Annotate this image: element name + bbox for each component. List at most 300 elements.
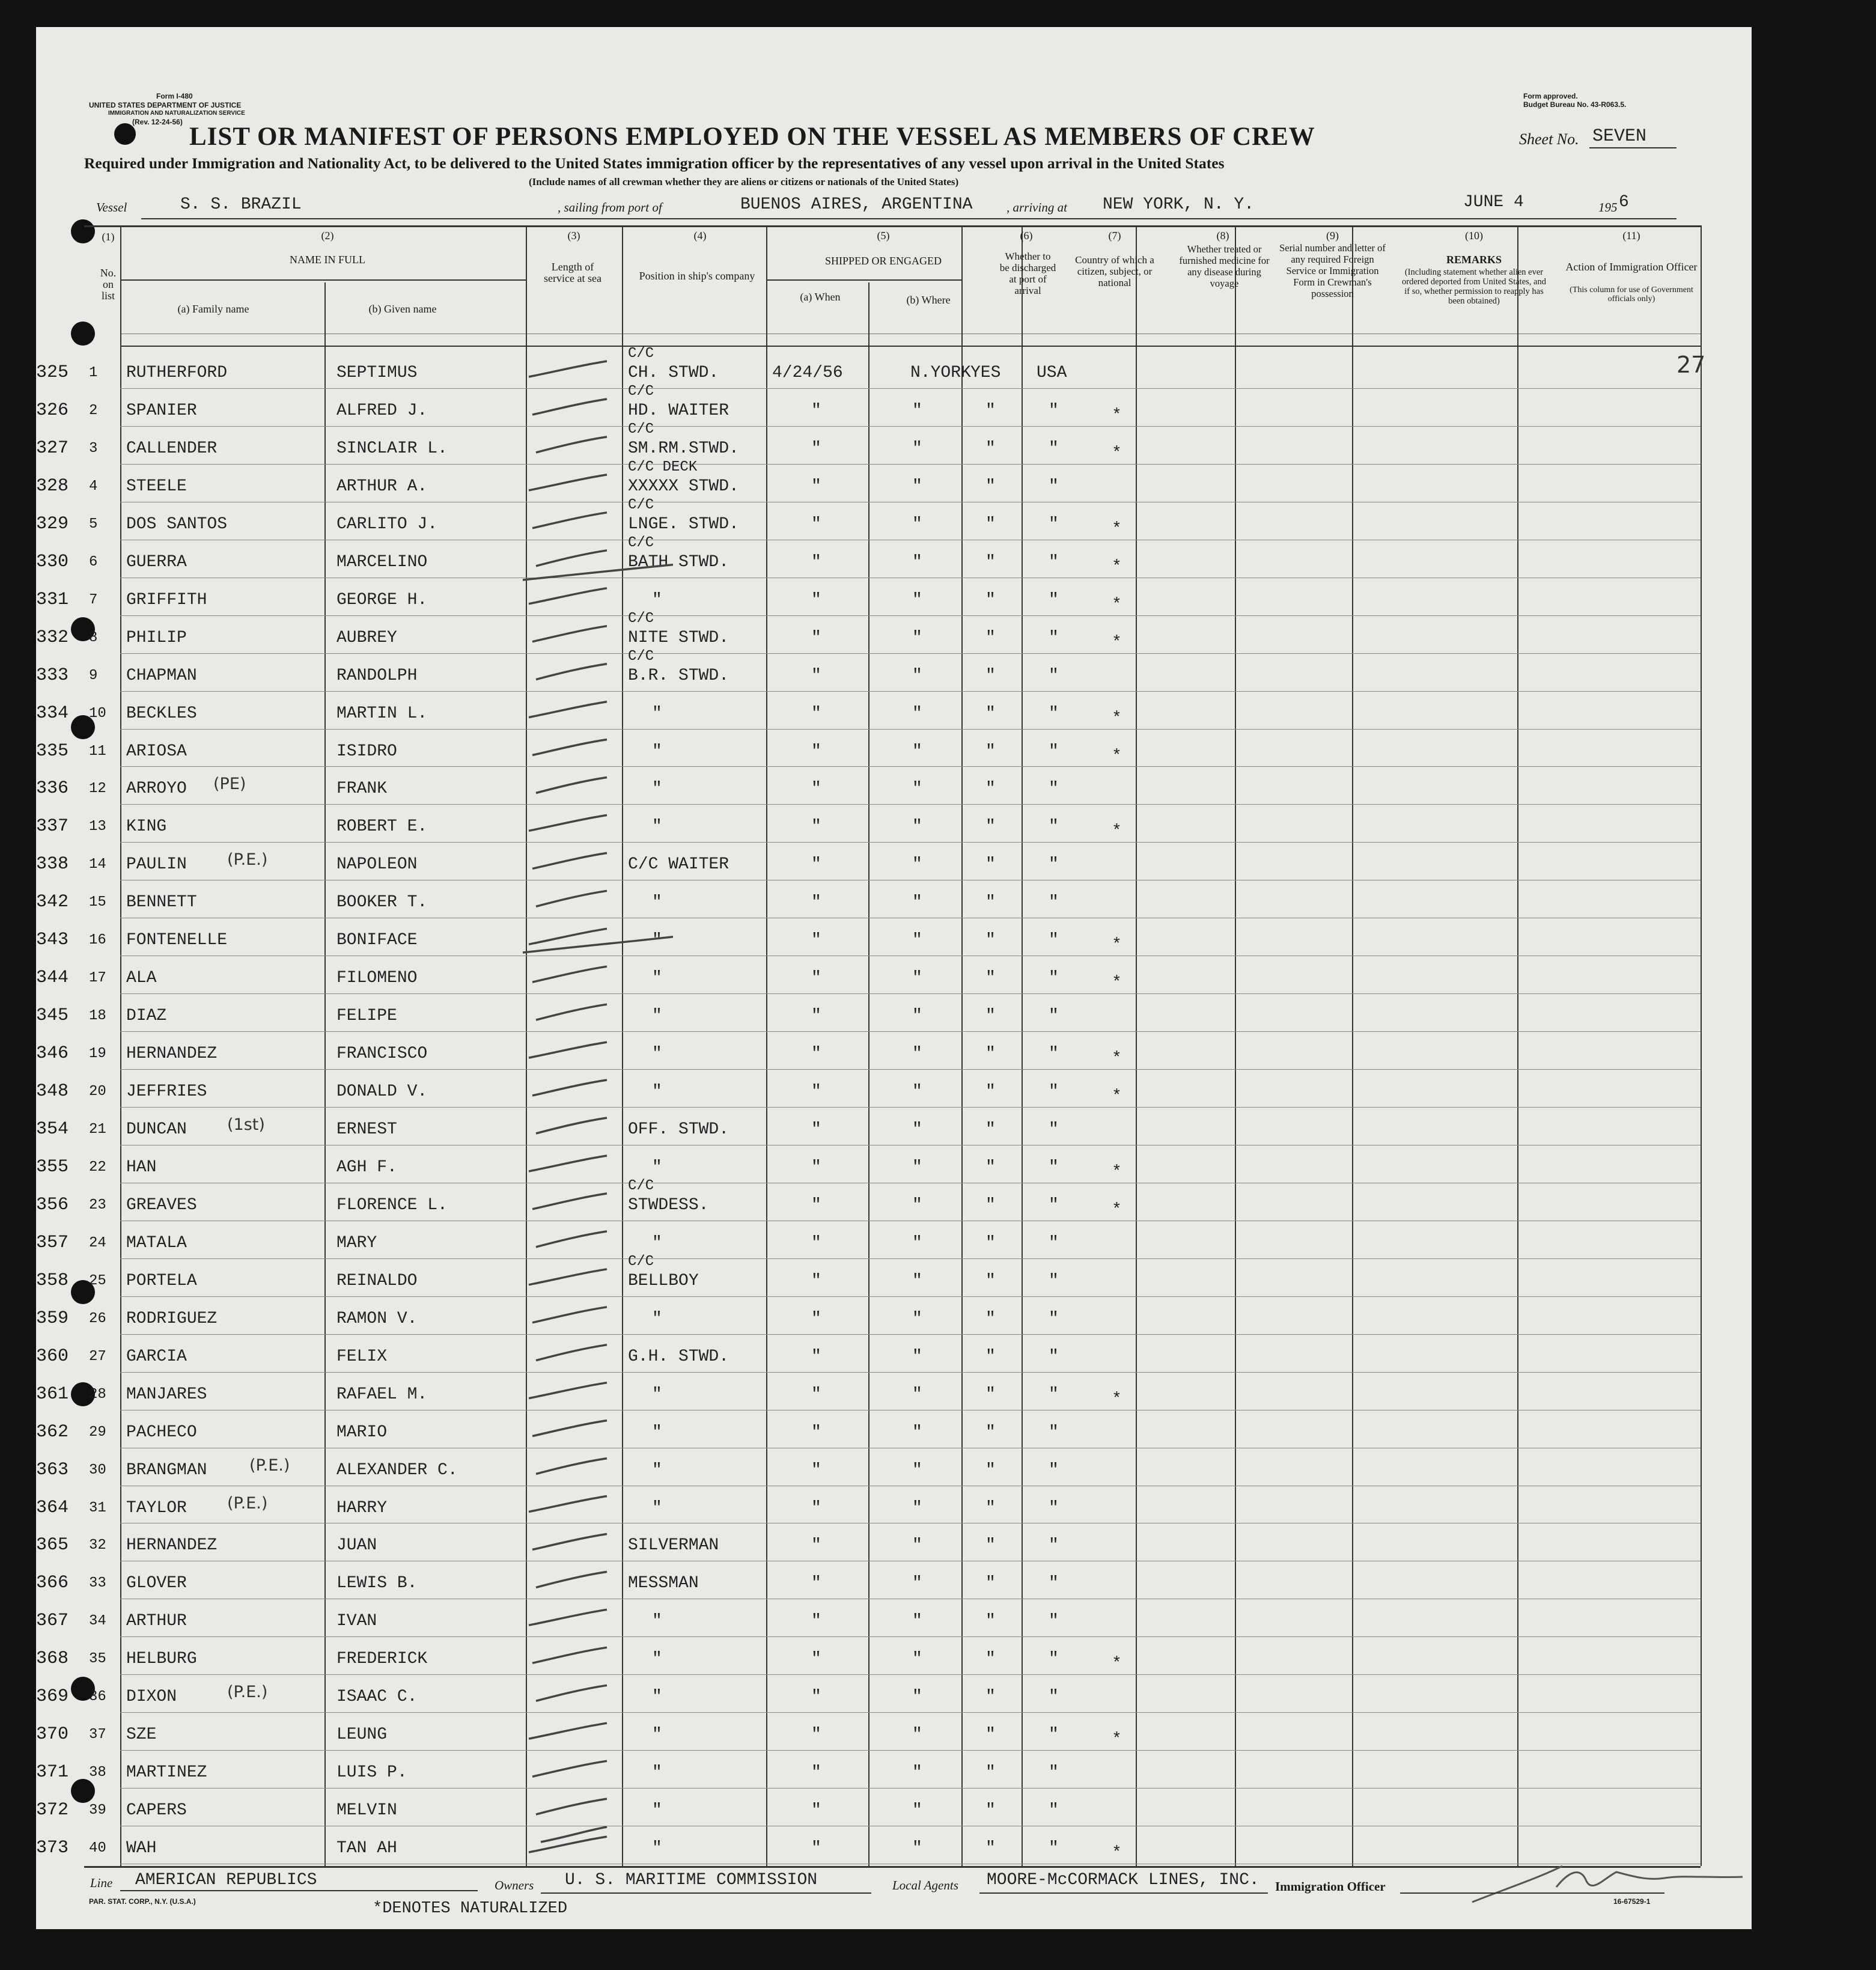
shipped-when: " <box>811 401 821 420</box>
family-name: PACHECO <box>126 1423 197 1442</box>
shipped-when: " <box>811 1423 821 1442</box>
position: " <box>652 1460 662 1480</box>
position: " <box>652 1498 662 1517</box>
page-mark: 27 <box>1677 352 1706 378</box>
family-name: ARTHUR <box>126 1612 187 1631</box>
given-name: MARCELINO <box>337 552 428 572</box>
discharged: " <box>985 779 996 799</box>
family-name: HAN <box>126 1157 157 1177</box>
discharged: " <box>985 590 996 609</box>
shipped-when: " <box>811 477 821 496</box>
line-number: 30 <box>89 1462 106 1478</box>
row-id: 361 <box>36 1383 69 1404</box>
printer-mark: PAR. STAT. CORP., N.Y. (U.S.A.) <box>89 1897 196 1906</box>
shipped-when: " <box>811 855 821 874</box>
country: " <box>1049 1309 1059 1328</box>
line-number: 34 <box>89 1613 106 1630</box>
country: " <box>1049 552 1059 572</box>
country: " <box>1049 1082 1059 1102</box>
shipped-when: " <box>811 1801 821 1820</box>
shipped-where: " <box>912 779 922 799</box>
given-name: FILOMENO <box>337 969 418 988</box>
naturalized-mark: * <box>1112 822 1122 841</box>
position-prefix: C/C DECK <box>628 459 698 475</box>
header-col8-number: (8) <box>1216 230 1229 242</box>
naturalized-mark: * <box>1112 1389 1122 1409</box>
discharged: " <box>985 1309 996 1328</box>
shipped-when: " <box>811 666 821 685</box>
shipped-where: " <box>912 1460 922 1480</box>
shipped-where: " <box>912 1385 922 1404</box>
position: " <box>652 969 662 988</box>
given-name: ALEXANDER C. <box>337 1460 458 1480</box>
shipped-when: " <box>811 1498 821 1517</box>
header-country: Country of which a citizen, subject, or national <box>1075 254 1154 288</box>
handwritten-note: (P.E.) <box>227 1493 268 1513</box>
given-name: ERNEST <box>337 1120 397 1139</box>
service-name: IMMIGRATION AND NATURALIZATION SERVICE <box>108 110 245 117</box>
shipped-when: " <box>811 439 821 458</box>
position: " <box>652 1839 662 1858</box>
country: " <box>1049 1498 1059 1517</box>
given-name: BONIFACE <box>337 931 418 950</box>
family-name: KING <box>126 817 167 837</box>
position-prefix: C/C <box>628 1177 654 1194</box>
country: " <box>1049 1195 1059 1215</box>
header-col9-number: (9) <box>1326 230 1339 242</box>
row-id: 327 <box>36 438 69 459</box>
shipped-where: " <box>912 1309 922 1328</box>
line-number: 17 <box>89 970 106 987</box>
given-name: CARLITO J. <box>337 514 438 534</box>
owners-name: U. S. MARITIME COMMISSION <box>565 1871 818 1889</box>
line-number: 28 <box>89 1386 106 1403</box>
agents-label: Local Agents <box>892 1878 958 1892</box>
row-id: 342 <box>36 892 69 913</box>
column-divider <box>120 225 121 1866</box>
header-col5-number: (5) <box>877 230 890 242</box>
position: " <box>652 590 662 609</box>
shipped-when: " <box>811 931 821 950</box>
position: B.R. STWD. <box>628 666 729 685</box>
shipped-where: " <box>912 1650 922 1669</box>
column-divider <box>868 282 869 1866</box>
given-name: ALFRED J. <box>337 401 428 420</box>
shipped-when: " <box>811 552 821 572</box>
shipped-when: " <box>811 1271 821 1290</box>
shipped-when: " <box>811 1460 821 1480</box>
line-number: 38 <box>89 1764 106 1781</box>
country: " <box>1049 1347 1059 1366</box>
departure-port: BUENOS AIRES, ARGENTINA <box>740 195 973 214</box>
shipped-when: " <box>811 1007 821 1026</box>
header-where: (b) Where <box>906 294 951 306</box>
shipped-where: " <box>912 552 922 572</box>
given-name: MELVIN <box>337 1801 397 1820</box>
shipped-when: " <box>811 1725 821 1745</box>
line-number: 10 <box>89 705 106 722</box>
shipped-where: " <box>912 1574 922 1593</box>
manifest-note: (Include names of all crewman whether they are aliens or citizens or nationals of the United States) <box>529 176 959 188</box>
line-number: 9 <box>89 667 98 684</box>
country: " <box>1049 1612 1059 1631</box>
position-prefix: C/C <box>628 496 654 513</box>
header-shipped-or-engaged: SHIPPED OR ENGAGED <box>824 255 942 267</box>
line-number: 37 <box>89 1727 106 1743</box>
discharged: " <box>985 1007 996 1026</box>
position: XXXXX STWD. <box>628 477 739 496</box>
column-divider <box>324 282 326 1866</box>
line-number: 3 <box>89 440 98 457</box>
header-col2-number: (2) <box>321 230 334 242</box>
row-id: 356 <box>36 1194 69 1215</box>
family-name: BENNETT <box>126 893 197 912</box>
discharged: " <box>985 552 996 572</box>
family-name: GUERRA <box>126 552 187 572</box>
position: CH. STWD. <box>628 364 719 382</box>
family-name: TAYLOR <box>126 1498 187 1517</box>
row-id: 344 <box>36 968 69 989</box>
table-top-border <box>84 225 1701 227</box>
country: " <box>1049 1157 1059 1177</box>
country: " <box>1049 1688 1059 1707</box>
header-col6-number: (6) <box>1020 230 1033 242</box>
line-number: 5 <box>89 516 98 532</box>
row-id: 370 <box>36 1724 69 1745</box>
naturalized-legend: *DENOTES NATURALIZED <box>373 1900 568 1918</box>
row-id: 348 <box>36 1081 69 1102</box>
line-number: 31 <box>89 1499 106 1516</box>
vessel-name: S. S. BRAZIL <box>180 195 302 214</box>
discharged: " <box>985 1725 996 1745</box>
naturalized-mark: * <box>1112 633 1122 652</box>
discharged: " <box>985 1498 996 1517</box>
country: " <box>1049 666 1059 685</box>
row-id: 369 <box>36 1686 69 1707</box>
given-name: TAN AH <box>337 1839 397 1858</box>
row-id: 363 <box>36 1459 69 1480</box>
naturalized-mark: * <box>1112 1162 1122 1182</box>
line-number: 16 <box>89 932 106 949</box>
row-id: 326 <box>36 400 69 421</box>
discharged: " <box>985 401 996 420</box>
family-name: SZE <box>126 1725 157 1745</box>
handwritten-note: (P.E.) <box>227 850 268 870</box>
discharged: " <box>985 855 996 874</box>
given-name: FRANCISCO <box>337 1044 428 1064</box>
naturalized-mark: * <box>1112 595 1122 614</box>
sheet-label: Sheet No. <box>1519 130 1579 148</box>
country: " <box>1049 628 1059 647</box>
shipped-where: " <box>912 969 922 988</box>
family-name: PORTELA <box>126 1271 197 1290</box>
discharged: " <box>985 931 996 950</box>
shipped-where: " <box>912 1233 922 1252</box>
naturalized-mark: * <box>1112 406 1122 425</box>
country: " <box>1049 1763 1059 1782</box>
family-name: FONTENELLE <box>126 931 228 950</box>
line-number: 40 <box>89 1840 106 1857</box>
country: " <box>1049 1271 1059 1290</box>
discharged: " <box>985 1044 996 1064</box>
position: " <box>652 779 662 799</box>
shipped-where: " <box>912 1725 922 1745</box>
family-name: MANJARES <box>126 1385 207 1404</box>
form-code: 16-67529-1 <box>1613 1897 1651 1906</box>
officer-label: Immigration Officer <box>1275 1879 1386 1894</box>
discharged: YES <box>970 364 1001 382</box>
arrival-port: NEW YORK, N. Y. <box>1103 195 1255 214</box>
handwritten-note: (P.E.) <box>227 1683 268 1702</box>
header-col3-number: (3) <box>567 230 580 242</box>
punch-hole <box>114 123 136 145</box>
given-name: LEUNG <box>337 1725 388 1745</box>
punch-hole <box>71 1779 95 1803</box>
shipped-when: 4/24/56 <box>772 364 843 382</box>
discharged: " <box>985 477 996 496</box>
family-name: PAULIN <box>126 855 187 874</box>
position: " <box>652 1309 662 1328</box>
given-name: LEWIS B. <box>337 1574 418 1593</box>
steamship-line: AMERICAN REPUBLICS <box>135 1871 317 1889</box>
shipped-where: " <box>912 439 922 458</box>
shipped-where: " <box>912 666 922 685</box>
form-approved: Form approved. <box>1523 92 1578 100</box>
position: " <box>652 1082 662 1102</box>
officer-signature <box>1466 1854 1749 1908</box>
line-number: 36 <box>89 1689 106 1706</box>
position: " <box>652 1044 662 1064</box>
row-id: 354 <box>36 1119 69 1139</box>
position: " <box>652 742 662 761</box>
given-name: NAPOLEON <box>337 855 418 874</box>
given-name: AGH F. <box>337 1157 397 1177</box>
header-given-name: (b) Given name <box>368 303 437 315</box>
given-name: FELIPE <box>337 1007 397 1026</box>
arriving-label: , arriving at <box>1007 200 1067 215</box>
shipped-where: " <box>912 1157 922 1177</box>
country: " <box>1049 1460 1059 1480</box>
line-number: 7 <box>89 591 98 608</box>
shipped-when: " <box>811 1650 821 1669</box>
row-id: 335 <box>36 740 69 761</box>
line-number: 35 <box>89 1651 106 1668</box>
given-name: REINALDO <box>337 1271 418 1290</box>
position: " <box>652 1233 662 1252</box>
row-id: 345 <box>36 1005 69 1026</box>
given-name: DONALD V. <box>337 1082 428 1102</box>
shipped-where: " <box>912 1423 922 1442</box>
naturalized-mark: * <box>1112 557 1122 576</box>
position: OFF. STWD. <box>628 1120 729 1139</box>
given-name: FELIX <box>337 1347 388 1366</box>
punch-hole <box>71 322 95 346</box>
position: SILVERMAN <box>628 1536 719 1555</box>
discharged: " <box>985 742 996 761</box>
header-remarks-detail: (Including statement whether alien ever ordered deported from United States, and if so, whether permission to reapply has been obtained) <box>1402 267 1546 306</box>
header-position: Position in ship's company <box>639 270 755 282</box>
family-name: RODRIGUEZ <box>126 1309 218 1328</box>
budget-bureau: Budget Bureau No. 43-R063.5. <box>1523 100 1627 109</box>
country: " <box>1049 1233 1059 1252</box>
country: " <box>1049 1007 1059 1026</box>
shipped-where: " <box>912 1612 922 1631</box>
shipped-where: " <box>912 742 922 761</box>
discharged: " <box>985 628 996 647</box>
family-name: MARTINEZ <box>126 1763 207 1782</box>
discharged: " <box>985 1157 996 1177</box>
shipped-where: " <box>912 1839 922 1858</box>
line-number: 39 <box>89 1802 106 1819</box>
family-name: GREAVES <box>126 1195 197 1215</box>
discharged: " <box>985 704 996 723</box>
shipped-when: " <box>811 1044 821 1064</box>
position: BATH STWD. <box>628 552 729 572</box>
shipped-when: " <box>811 1233 821 1252</box>
discharged: " <box>985 1763 996 1782</box>
family-name: BRANGMAN <box>126 1460 207 1480</box>
shipped-when: " <box>811 1536 821 1555</box>
handwritten-note: (P.E.) <box>249 1456 290 1475</box>
column-divider <box>1352 225 1353 1866</box>
shipped-where: " <box>912 1195 922 1215</box>
table-header-bottom <box>120 346 1701 347</box>
line-number: 2 <box>89 402 98 419</box>
discharged: " <box>985 1195 996 1215</box>
sheet-number: SEVEN <box>1592 126 1647 147</box>
discharged: " <box>985 1612 996 1631</box>
family-name: CALLENDER <box>126 439 218 458</box>
given-name: MARY <box>337 1233 377 1252</box>
form-number: Form I-480 <box>156 92 193 100</box>
line-number: 20 <box>89 1084 106 1100</box>
country: USA <box>1037 364 1067 382</box>
family-name: DIXON <box>126 1688 177 1707</box>
position: " <box>652 893 662 912</box>
line-number: 21 <box>89 1121 106 1138</box>
shipped-where: " <box>912 1120 922 1139</box>
row-id: 355 <box>36 1156 69 1177</box>
line-number: 19 <box>89 1046 106 1063</box>
row-id: 364 <box>36 1497 69 1518</box>
column-divider <box>1517 225 1518 1866</box>
family-name: RUTHERFORD <box>126 364 228 382</box>
shipped-where: " <box>912 1536 922 1555</box>
row-id: 334 <box>36 703 69 724</box>
year-digit: 6 <box>1619 193 1629 212</box>
row-id: 331 <box>36 589 69 610</box>
naturalized-mark: * <box>1112 1087 1122 1106</box>
position: " <box>652 1763 662 1782</box>
shipped-when: " <box>811 1839 821 1858</box>
table-bottom-border <box>84 1866 1701 1868</box>
line-label: Line <box>90 1876 113 1890</box>
given-name: HARRY <box>337 1498 388 1517</box>
line-number: 24 <box>89 1234 106 1251</box>
line-number: 22 <box>89 1159 106 1176</box>
shipped-when: " <box>811 1157 821 1177</box>
header-name-in-full: NAME IN FULL <box>290 254 365 266</box>
header-col7-number: (7) <box>1108 230 1121 242</box>
shipped-when: " <box>811 969 821 988</box>
country: " <box>1049 893 1059 912</box>
position-prefix: C/C <box>628 648 654 665</box>
family-name: JEFFRIES <box>126 1082 207 1102</box>
naturalized-mark: * <box>1112 936 1122 955</box>
family-name: HERNANDEZ <box>126 1536 218 1555</box>
family-name: ARROYO <box>126 779 187 799</box>
country: " <box>1049 817 1059 837</box>
row-id: 338 <box>36 854 69 875</box>
position: C/C WAITER <box>628 855 729 874</box>
line-number: 4 <box>89 478 98 495</box>
discharged: " <box>985 1423 996 1442</box>
header-col11-number: (11) <box>1622 230 1640 242</box>
family-name: STEELE <box>126 477 187 496</box>
header-discharged: Whether to be discharged at port of arrival <box>999 251 1056 296</box>
row-id: 366 <box>36 1573 69 1594</box>
position: HD. WAITER <box>628 401 729 420</box>
header-col1-number: (1) <box>102 231 115 243</box>
country: " <box>1049 477 1059 496</box>
line-number: 1 <box>89 365 98 381</box>
line-number: 15 <box>89 894 106 911</box>
shipped-when: " <box>811 1347 821 1366</box>
discharged: " <box>985 1574 996 1593</box>
discharged: " <box>985 1233 996 1252</box>
header-family-name: (a) Family name <box>177 303 249 315</box>
column-divider <box>1235 225 1236 1866</box>
row-id: 325 <box>36 362 69 383</box>
family-name: GLOVER <box>126 1574 187 1593</box>
position: BELLBOY <box>628 1271 699 1290</box>
position-prefix: C/C <box>628 421 654 438</box>
department-name: UNITED STATES DEPARTMENT OF JUSTICE <box>89 101 242 109</box>
position: " <box>652 704 662 723</box>
shipped-when: " <box>811 1195 821 1215</box>
position: " <box>652 1157 662 1177</box>
discharged: " <box>985 969 996 988</box>
shipped-where: " <box>912 1082 922 1102</box>
sailing-label: , sailing from port of <box>558 200 662 215</box>
country: " <box>1049 779 1059 799</box>
position: SM.RM.STWD. <box>628 439 739 458</box>
position: " <box>652 1725 662 1745</box>
position: " <box>652 1650 662 1669</box>
row-id: 365 <box>36 1535 69 1556</box>
row-id: 329 <box>36 513 69 534</box>
shipped-when: " <box>811 514 821 534</box>
family-name: HERNANDEZ <box>126 1044 218 1064</box>
row-id: 346 <box>36 1043 69 1064</box>
position: " <box>652 1688 662 1707</box>
row-id: 359 <box>36 1308 69 1329</box>
owners-label: Owners <box>495 1878 534 1892</box>
line-number: 27 <box>89 1348 106 1365</box>
line-number: 14 <box>89 856 106 873</box>
row-id: 332 <box>36 627 69 648</box>
shipped-when: " <box>811 1574 821 1593</box>
country: " <box>1049 1801 1059 1820</box>
position: LNGE. STWD. <box>628 514 739 534</box>
discharged: " <box>985 1536 996 1555</box>
shipped-when: " <box>811 893 821 912</box>
country: " <box>1049 1536 1059 1555</box>
row-id: 333 <box>36 665 69 686</box>
discharged: " <box>985 893 996 912</box>
naturalized-mark: * <box>1112 1200 1122 1219</box>
country: " <box>1049 704 1059 723</box>
